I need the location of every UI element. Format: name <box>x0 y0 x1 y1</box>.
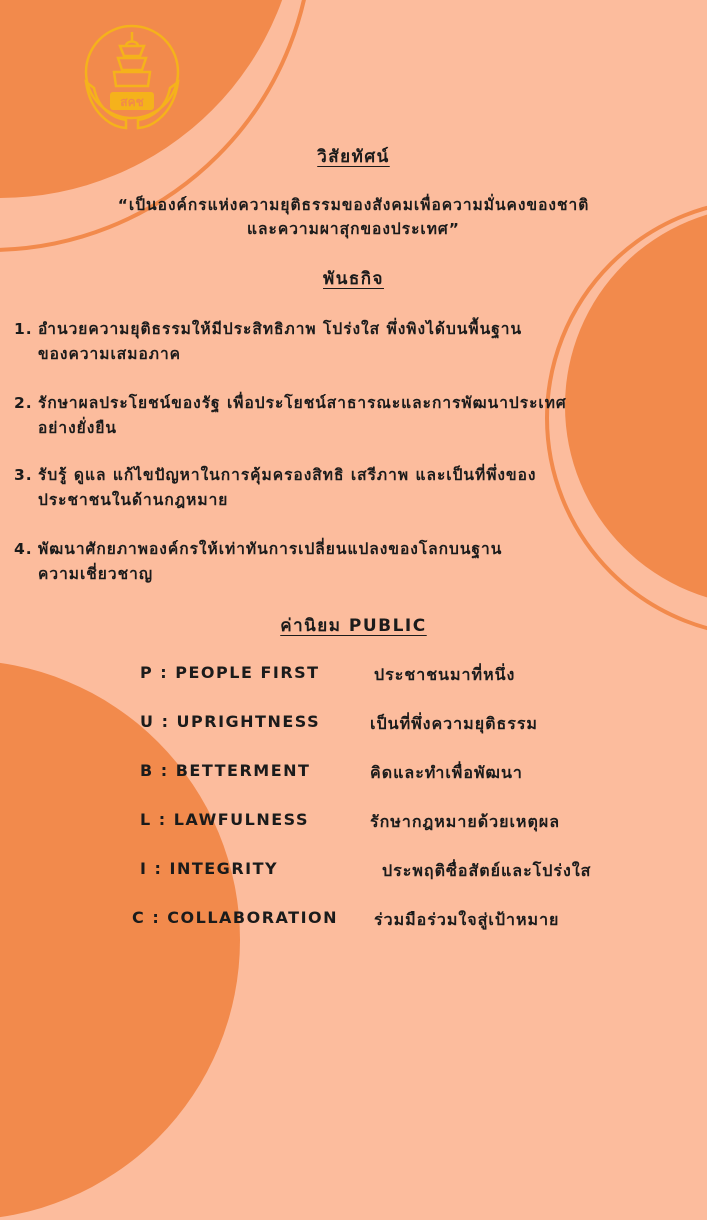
value-thai: ประพฤติซื่อสัตย์และโปร่งใส <box>382 861 592 880</box>
mission-number: 2. <box>14 394 33 412</box>
values-heading: ค่านิยม PUBLIC <box>280 616 427 636</box>
value-code: L : LAWFULNESS <box>140 810 310 829</box>
decor-circle-bottom-left <box>0 660 240 1220</box>
value-thai: ร่วมมือร่วมใจสู่เป้าหมาย <box>374 910 560 929</box>
value-code: U : UPRIGHTNESS <box>140 712 321 731</box>
value-thai: คิดและทำเพื่อพัฒนา <box>370 763 523 782</box>
mission-number: 3. <box>14 466 33 484</box>
mission-line-1: รักษาผลประโยชน์ของรัฐ เพื่อประโยชน์สาธารณะและการพัฒนาประเทศ <box>38 394 567 412</box>
mission-heading: พันธกิจ <box>323 269 384 289</box>
hands-holding-emblem-icon <box>80 22 184 140</box>
mission-line-2: ของความเสมอภาค <box>38 345 182 363</box>
mission-item <box>14 463 694 513</box>
mission-line-2: ความเชี่ยวชาญ <box>38 565 154 583</box>
vision-line-2: และความผาสุกของประเทศ” <box>247 220 460 238</box>
mission-item <box>14 537 694 587</box>
mission-number: 4. <box>14 540 33 558</box>
mission-item <box>14 391 694 441</box>
mission-line-2: ประชาชนในด้านกฎหมาย <box>38 491 229 509</box>
vision-statement <box>40 193 667 241</box>
value-thai: เป็นที่พึ่งความยุติธรรม <box>370 714 538 733</box>
value-code: B : BETTERMENT <box>140 761 311 780</box>
value-thai: รักษากฎหมายด้วยเหตุผล <box>370 812 561 831</box>
value-code: P : PEOPLE FIRST <box>140 663 320 682</box>
logo-text: สคช <box>120 95 144 109</box>
mission-line-1: อำนวยความยุติธรรมให้มีประสิทธิภาพ โปร่งใส พึ่งพิงได้บนพื้นฐาน <box>38 320 523 338</box>
mission-line-1: พัฒนาศักยภาพองค์กรให้เท่าทันการเปลี่ยนแปลงของโลกบนฐาน <box>38 540 503 558</box>
vision-line-1: “เป็นองค์กรแห่งความยุติธรรมของสังคมเพื่อความมั่นคงของชาติ <box>117 196 590 214</box>
value-thai: ประชาชนมาที่หนึ่ง <box>374 665 516 684</box>
value-code: C : COLLABORATION <box>132 908 339 927</box>
value-code: I : INTEGRITY <box>140 859 279 878</box>
mission-item <box>14 317 694 367</box>
vision-heading: วิสัยทัศน์ <box>317 147 390 167</box>
mission-number: 1. <box>14 320 33 338</box>
mission-line-2: อย่างยั่งยืน <box>38 419 117 437</box>
mission-line-1: รับรู้ ดูแล แก้ไขปัญหาในการคุ้มครองสิทธิ เสรีภาพ และเป็นที่พึ่งของ <box>38 466 537 484</box>
